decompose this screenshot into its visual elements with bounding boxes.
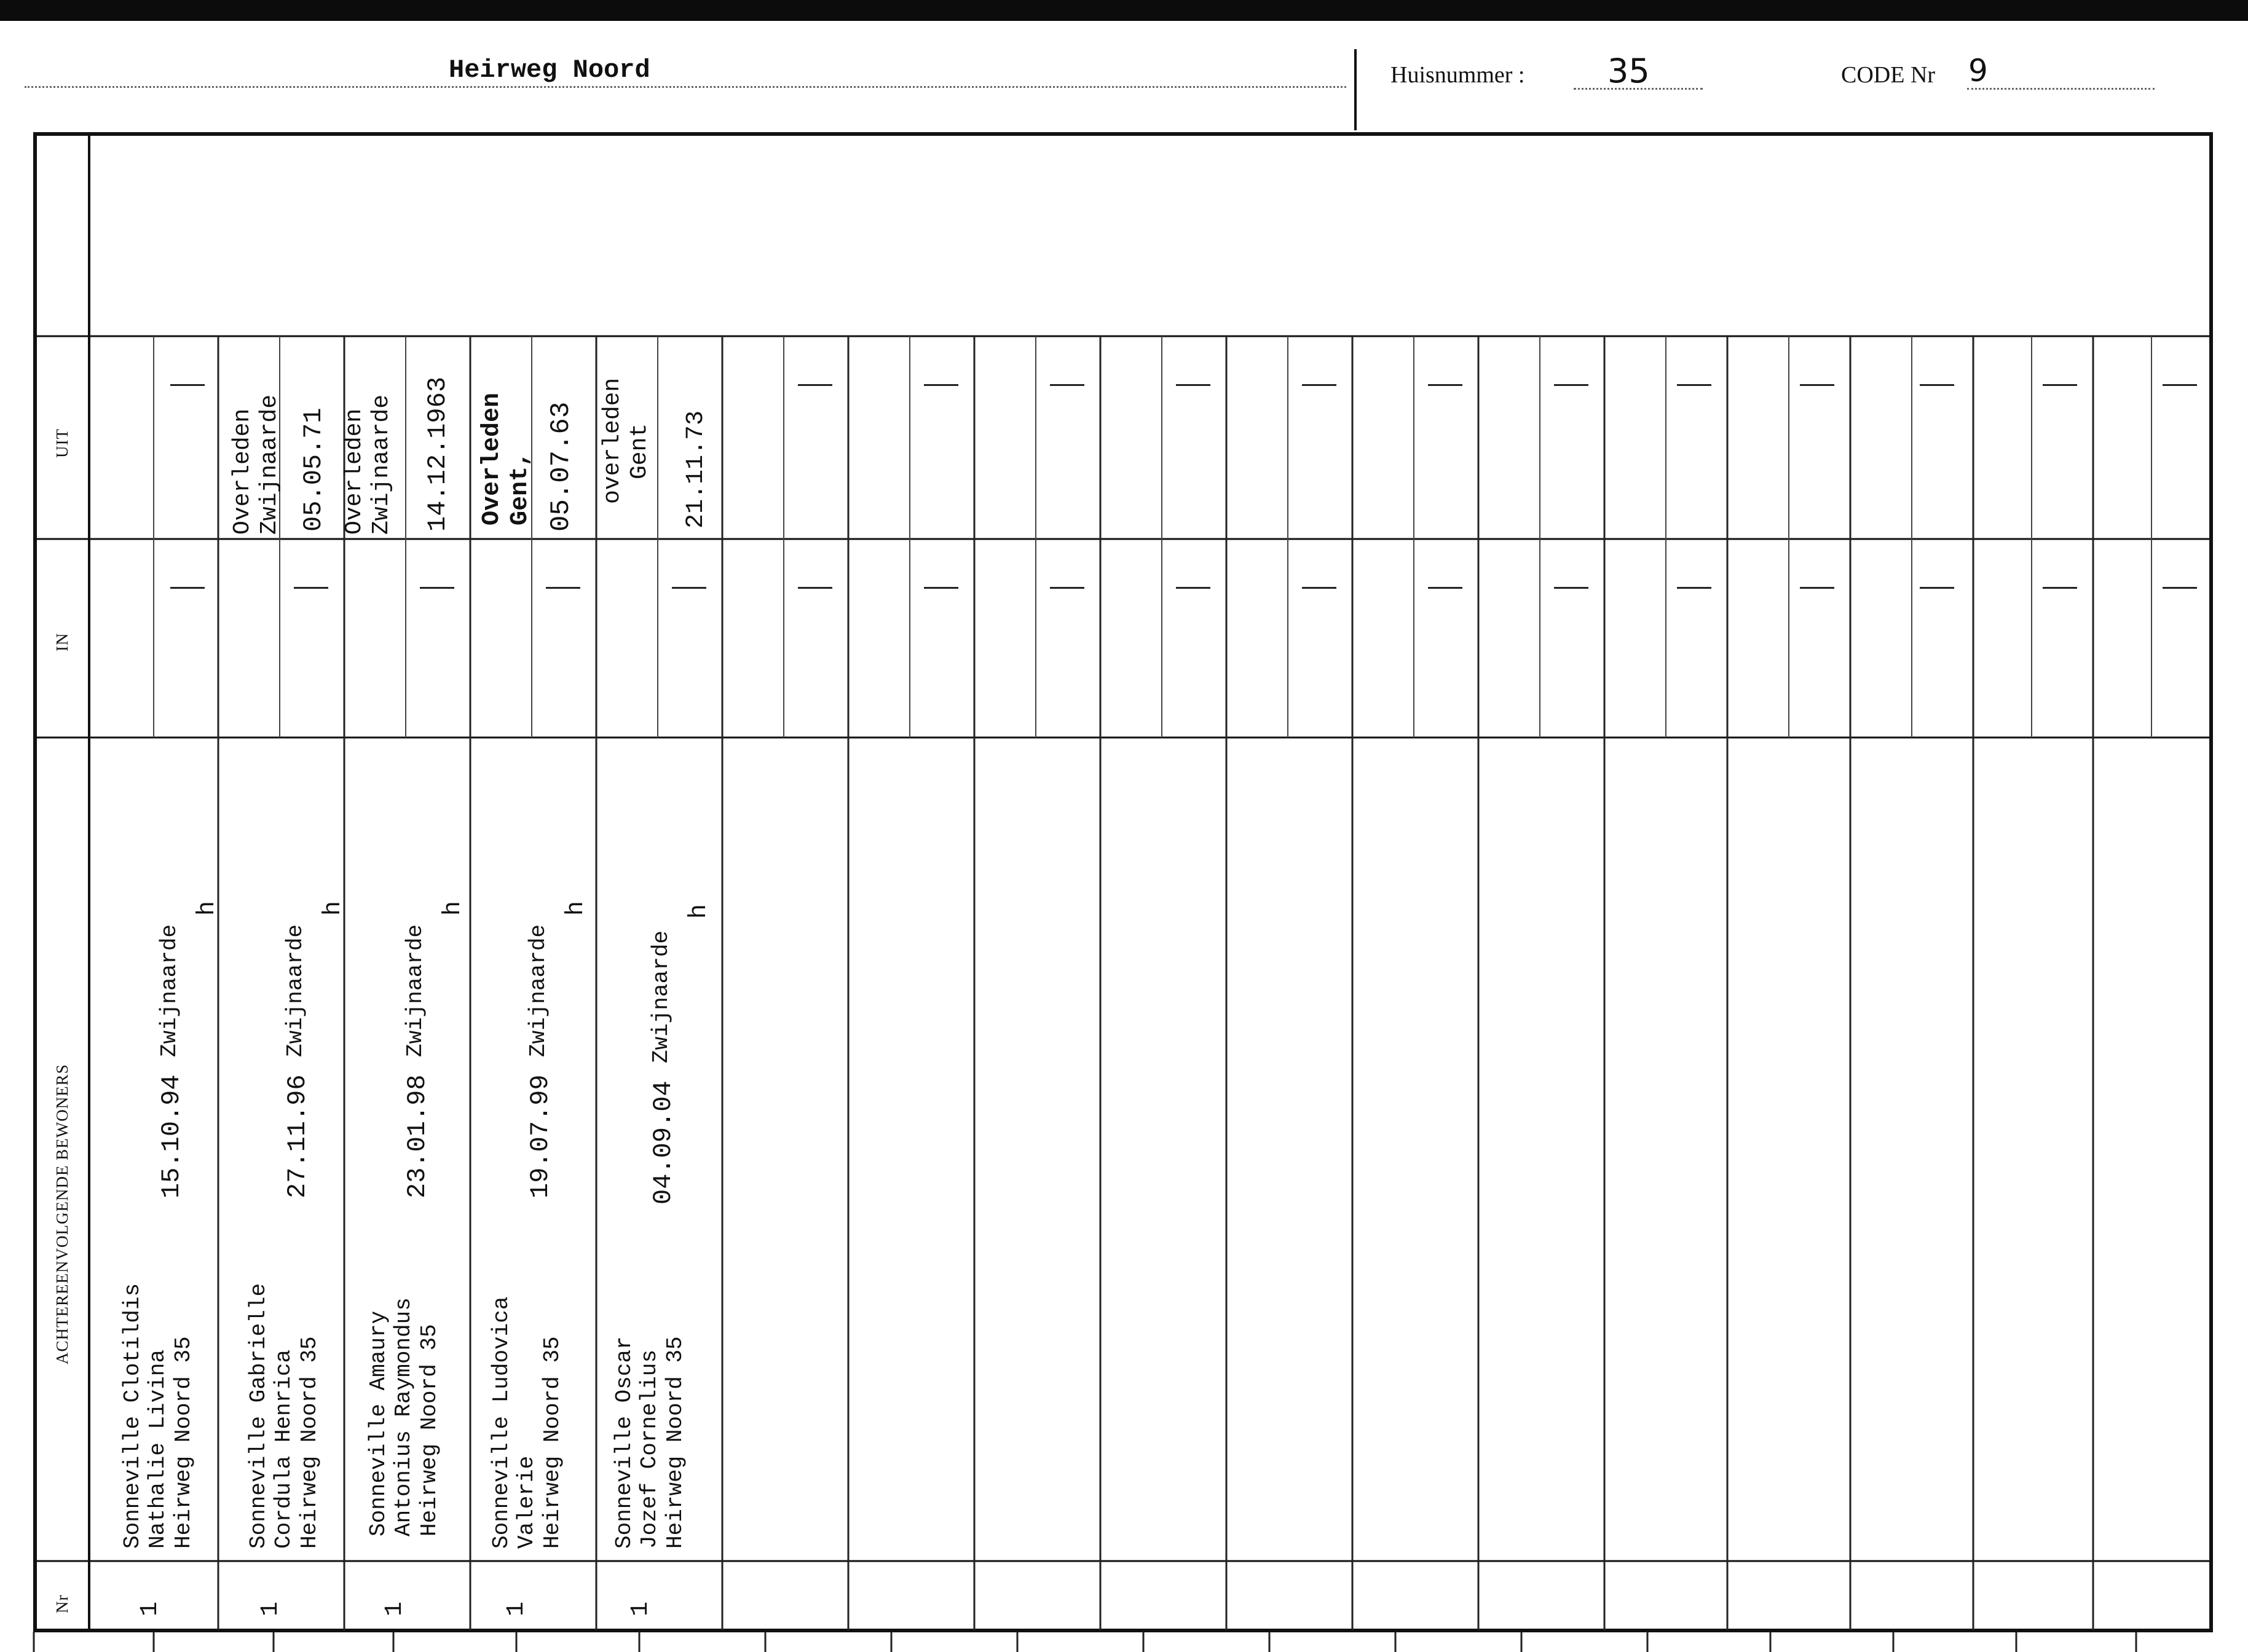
- street-name: Heirweg Noord: [449, 55, 650, 85]
- resident-nr: 1: [627, 1601, 655, 1616]
- resident-birth-date: 27.11.96: [283, 1074, 312, 1198]
- out-note: overleden Gent: [599, 377, 653, 504]
- out-date-value: 05.05.71: [299, 407, 328, 532]
- resident-birth-date: 19.07.99: [526, 1074, 555, 1198]
- resident-nr: 1: [381, 1601, 409, 1616]
- resident-name: Sonneville Amaury Antonius Raymondus Heirweg Noord 35: [366, 1297, 442, 1536]
- resident-name: Sonneville Oscar Jozef Cornelius Heirweg Noord 35: [612, 1336, 688, 1549]
- resident-nr: 1: [503, 1601, 530, 1616]
- resident-birth-place: Zwijnaarde: [403, 924, 428, 1057]
- resident-nr: 1: [136, 1601, 164, 1616]
- in-date-value: [672, 587, 706, 589]
- resident-birth-date: 15.10.94: [157, 1074, 186, 1198]
- resident-birth-date: 23.01.98: [403, 1074, 432, 1198]
- resident-mark: h: [440, 900, 467, 916]
- code-label: CODE Nr: [1841, 62, 1936, 88]
- out-note: Overleden Zwijnaarde: [341, 394, 395, 535]
- house-number-label: Huisnummer :: [1390, 62, 1525, 88]
- out-note: Overleden Gent,: [478, 392, 534, 525]
- out-date-value: 05.07.63: [546, 401, 577, 532]
- resident-birth-place: Zwijnaarde: [649, 930, 674, 1063]
- code-number-value: 9: [1968, 53, 1988, 88]
- resident-mark: h: [320, 900, 347, 916]
- house-number-value: 35: [1607, 52, 1650, 90]
- resident-birth-date: 04.09.04: [649, 1080, 678, 1205]
- resident-mark: h: [685, 903, 713, 919]
- resident-nr: 1: [257, 1601, 285, 1616]
- resident-name: Sonneville Gabrielle Cordula Henrica Heirweg Noord 35: [246, 1283, 322, 1549]
- resident-birth-place: Zwijnaarde: [283, 924, 308, 1057]
- in-date-value: [170, 587, 205, 589]
- resident-mark: h: [562, 900, 590, 916]
- resident-name: Sonneville Clotildis Nathalie Livina Heirweg Noord 35: [120, 1283, 196, 1549]
- out-date-value: [170, 384, 205, 386]
- resident-name: Sonneville Ludovica Valerie Heirweg Noord 35: [489, 1296, 565, 1549]
- label-nr: Nr: [53, 1594, 71, 1613]
- in-date-value: [420, 587, 454, 589]
- label-in: IN: [53, 632, 71, 651]
- in-date-value: [546, 587, 580, 589]
- out-date-value: 14.12.1963: [423, 376, 452, 532]
- resident-mark: h: [194, 900, 221, 916]
- resident-birth-place: Zwijnaarde: [526, 924, 551, 1057]
- out-note: Overleden Zwijnaarde: [229, 394, 283, 535]
- label-residents: ACHTEREENVOLGENDE BEWONERS: [53, 1064, 71, 1364]
- out-date-value: 21.11.73: [682, 410, 710, 529]
- resident-birth-place: Zwijnaarde: [157, 924, 182, 1057]
- in-date-value: [294, 587, 328, 589]
- label-uit: UIT: [53, 428, 71, 458]
